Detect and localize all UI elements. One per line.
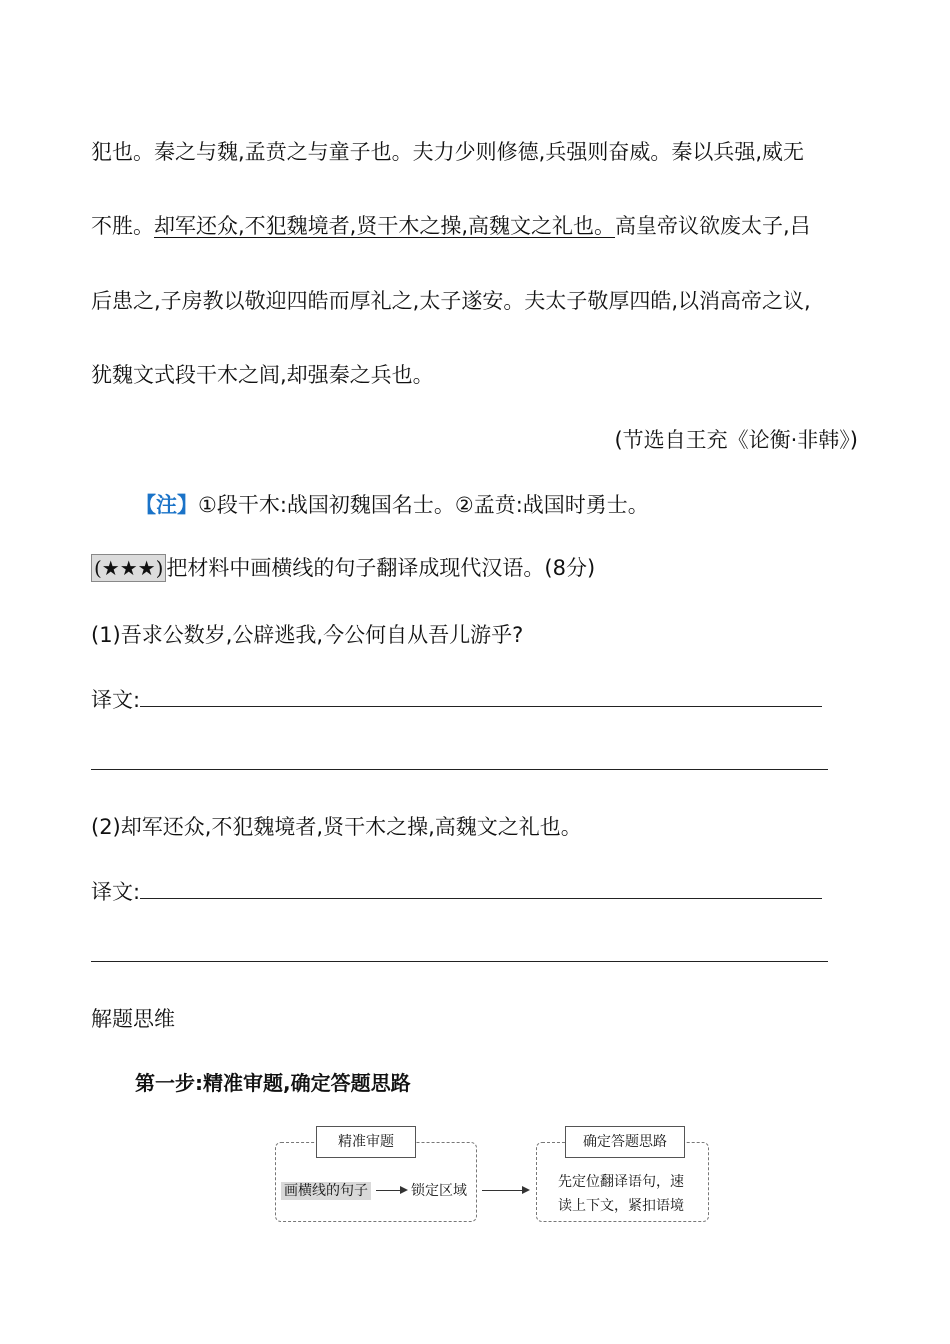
passage-line-4: 犹魏文式段干木之闾,却强秦之兵也。 (91, 363, 434, 387)
passage-source: (节选自王充《论衡·非韩》) (614, 428, 858, 452)
passage-line-2-start: 不胜。 (91, 214, 154, 238)
diagram-left-target: 锁定区域 (411, 1183, 467, 1199)
question-prompt: 把材料中画横线的句子翻译成现代汉语。(8分) (166, 556, 596, 580)
diagram-right-line-2: 读上下文，紧扣语境 (558, 1198, 684, 1214)
diagram-highlight-label: 画横线的句子 (281, 1180, 371, 1200)
answer-row-2 (91, 876, 822, 906)
answer-blank-2[interactable] (140, 878, 822, 899)
note-tag: 【注】 (135, 493, 198, 517)
answer-row-1 (91, 684, 822, 714)
arrow-icon (376, 1190, 406, 1191)
diagram-right-line-1: 先定位翻译语句，速 (558, 1174, 684, 1190)
answer-label-1: 译文: (91, 688, 141, 712)
question-item-2: (2)却军还众,不犯魏境者,贤干木之操,高魏文之礼也。 (91, 815, 582, 839)
underlined-sentence: 却军还众,不犯魏境者,贤干木之操,高魏文之礼也。 (154, 214, 616, 238)
answer-blank-1[interactable] (140, 686, 822, 707)
diagram-right-title: 确定答题思路 (565, 1126, 685, 1158)
passage-line-3: 后患之,子房教以敬迎四皓而厚礼之,太子遂安。夫太子敬厚四皓,以消高帝之议, (91, 289, 811, 313)
passage-line-2 (91, 210, 811, 240)
answer-line-2b[interactable] (91, 961, 828, 962)
note-text: ①段干木:战国初魏国名士。②孟贲:战国时勇士。 (198, 493, 649, 517)
question-item-1: (1)吾求公数岁,公辟逃我,今公何自从吾儿游乎? (91, 623, 524, 647)
passage-line-1: 犯也。秦之与魏,孟贲之与童子也。夫力少则修德,兵强则奋威。秦以兵强,威无 (91, 140, 805, 164)
diagram-left-title: 精准审题 (316, 1126, 416, 1158)
arrow-icon (482, 1190, 528, 1191)
passage-line-2-end: 高皇帝议欲废太子,吕 (615, 214, 811, 238)
annotation-note (135, 489, 649, 519)
question-prompt-row (91, 552, 595, 582)
answer-label-2: 译文: (91, 880, 141, 904)
answer-line-1b[interactable] (91, 769, 828, 770)
section-heading: 解题思维 (91, 1007, 175, 1031)
difficulty-stars: (★★★) (91, 554, 166, 582)
step-1-heading: 第一步:精准审题,确定答题思路 (135, 1071, 411, 1095)
